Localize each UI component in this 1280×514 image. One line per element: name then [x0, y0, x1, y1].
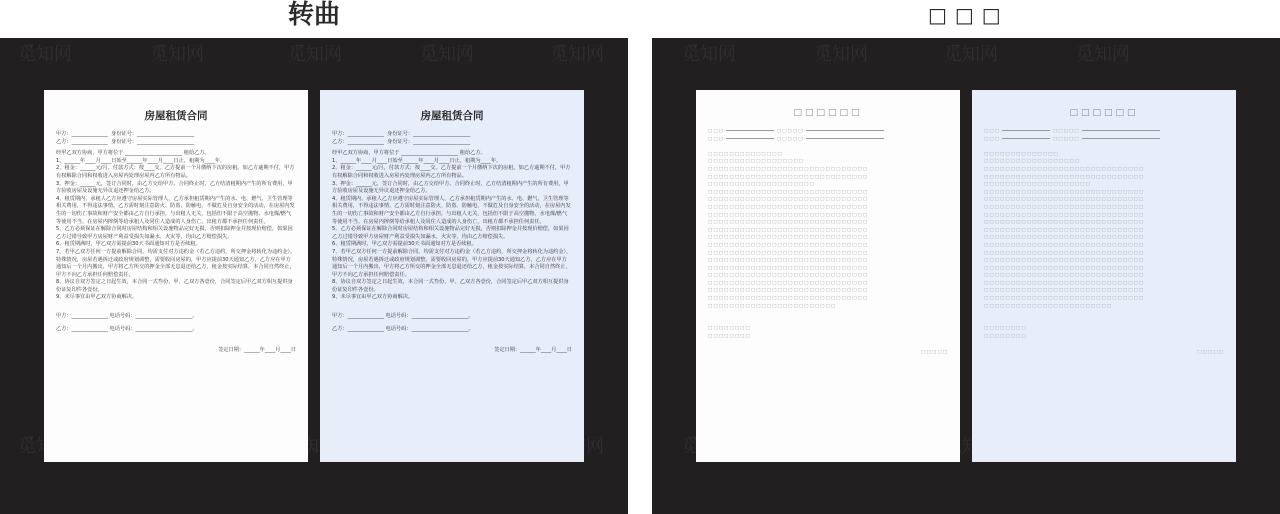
outlined-row: □□□□□□□□□□□□□□□□□□□□□□□□□□□□□□ — [984, 212, 1145, 218]
outlined-row: □□□□□□□□□□□□□□□□□□□□□□□□□□□□□□ — [984, 197, 1145, 203]
outlined-row: □□□□□□□□□□□□□□□□□□□□□□□□□□□□□□ — [984, 265, 1145, 271]
party-a-line: 甲方：______________ 身份证号：______________________ — [332, 131, 471, 137]
outlined-row: □□□□□□□□□□□□□□□□□□□□□□□□□□□□□□ — [708, 204, 869, 210]
outlined-row: □□□□□□□□□□□□□□□□□□□□□□□□□□□□□□ — [708, 265, 869, 271]
clause: 9、未尽事宜由甲乙双方协商解决。 — [56, 294, 138, 301]
sign-b-line: 乙方：______________ 电话号码：______________________。 — [332, 326, 474, 333]
outlined-page-white — [696, 90, 960, 462]
outlined-row — [984, 143, 1224, 151]
clause: 3、押金：______元，签订合同时，由乙方交给甲方。合同终止时，乙方结清租期内产生的所有费用，甲方验收房屋及设施无异议退还押金给乙方。 — [56, 180, 293, 195]
clause: 7、若甲乙双方任何一方提前解除合同，均需支付对方违约金（若乙方违约，所交押金将转化为违约金），特殊情况，房屋若遇拆迁或政府规划调整，需要收回房屋的，甲方应提前30天通知乙方，乙方应在甲方通知后一个月内搬出，甲方将乙方所交的押金全部无息退还给乙方，租金按实际结算，本合同自然终止，甲方不向乙方承担任何赔偿责任。 — [56, 248, 296, 278]
outlined-row: □□□□□□□□□□□□□□□□□□□□□□□□ — [984, 303, 1113, 309]
intro-line: 经甲乙双方协商，甲方将位于 ______________________ 租给乙方。 — [332, 150, 486, 157]
outlined-date: □□□□□ — [1197, 349, 1224, 355]
outlined-row: □□□□□□□□□□□□□□ — [984, 151, 1059, 157]
outlined-row: □□□□□□□□□□□□□□ — [708, 151, 783, 157]
outlined-row: □□□□□□□□□□□□□□□□□□□□□□□□□□□□□□ — [708, 189, 869, 195]
watermark: 觅知网 — [550, 44, 604, 65]
outlined-row: □□□□□□□□□□□□□□□□□□□□□□□□□□□□□□ — [984, 296, 1145, 302]
sign-b-line: 乙方：______________ 电话号码：______________________。 — [56, 326, 198, 333]
clause: 7、若甲乙双方任何一方提前解除合同，均需支付对方违约金（若乙方违约，所交押金将转化为违约金），特殊情况，房屋若遇拆迁或政府规划调整，需要收回房屋的，甲方应提前30天通知乙方，乙方应在甲方通知后一个月内搬出，甲方将乙方所交的押金全部无息退还给乙方，租金按实际结算，本合同自然终止，甲方不向乙方承担任何赔偿责任。 — [332, 248, 572, 278]
outlined-page-blue — [972, 90, 1236, 462]
outlined-row: □□□□□□□□□□□□□□□□□□□□□□□□□□□□□□ — [708, 166, 869, 172]
outlined-row: □□□□□□□□□□□□□□□□□□□□□□□□□□□□□□ — [708, 174, 869, 180]
outlined-row: □□□□□□□□□□□□□□□□□□□□□□□□□□□□□□ — [708, 227, 869, 233]
outlined-row: □□□□□□□□□□□□□□□□□□□□□□□□□□□□□□ — [708, 242, 869, 248]
outlined-row: □□□□□□□□□□□□□□□□□□□□□□□□□□□□□□ — [984, 189, 1145, 195]
outlined-underline — [806, 138, 884, 139]
watermark: 觅知网 — [18, 44, 72, 65]
outlined-row: □□□□□□□□□□□□□□□□□□□□□□□□□□□□□□ — [984, 174, 1145, 180]
clause: 2、租金：______元/月，付款方式：按____交。乙方提前一个月缴纳下次的房租。如乙方逾期不付，甲方有权解除合同和权收进入房屋内处理房屋内乙方所有物品。 — [56, 165, 295, 179]
contract-title: 房屋租赁合同 — [144, 110, 208, 122]
outlined-rows — [984, 128, 1224, 356]
outlined-row: □□□□□□□□□□□□□□□□□□□□□□□□□□□□□□ — [708, 220, 869, 226]
outlined-row: □□□□□□□□□□□□□□□□□□□□ — [984, 182, 1091, 188]
outlined-row: □□□□□□□□ — [984, 326, 1027, 332]
clause: 5、乙方必须保证在解除合同时房屋结构和相关设施物品完好无损，否则扣除押金并按现价赔偿，如果因乙方过错导致甲方房屋财产利益受损失如漏水、火灾等，均由乙方赔偿损失。 — [332, 226, 569, 240]
contract-page-white — [44, 90, 308, 462]
clause: 4、租赁期内，承租人乙方应遵守房屋实际管理人，乙方承担租赁期内产生的水、电、燃气、卫生管理等相关费用，不得违法事情。乙方需时刻注意防火、防盗、防触电、不做危及自身安全的活动，在房屋内发生的一切伤亡事故和财产安全都由乙方自行承担，与出租人无关，包括但不限于高空抛物、水电煤/燃气等使用不当、在房屋内摔倒等给承租人及同住人造成的人身伤亡，出租方都不承担任何责任。 — [332, 195, 571, 225]
outlined-underline — [1002, 130, 1050, 131]
outlined-row: □□□□□□□□ — [984, 334, 1027, 340]
clause: 5、乙方必须保证在解除合同时房屋结构和相关设施物品完好无损，否则扣除押金并按现价赔偿，如果因乙方过错导致甲方房屋财产利益受损失如漏水、火灾等，均由乙方赔偿损失。 — [56, 226, 293, 240]
clause: 8、协议自双方签定之日起生效，本合同一式叁份，甲、乙双方各壹份，合同签定后甲乙双方相互提供身份证复印件各壹份。 — [56, 279, 293, 293]
outlined-row: □□□□□□□□□□□□□□□□□□□□□□□□□□□□□□ — [984, 258, 1145, 264]
outlined-underline — [726, 130, 774, 131]
party-b-line: 乙方：______________ 身份证号：______________________ — [332, 138, 471, 145]
outlined-row: □□□□□□□□ — [708, 334, 751, 340]
outlined-row: □□□□□□□□□□□□□□□□□□ — [708, 159, 805, 165]
clause: 9、未尽事宜由甲乙双方协商解决。 — [332, 294, 414, 301]
watermark: 觅知网 — [1076, 44, 1130, 65]
placeholder-label: □□□ — [928, 3, 1009, 27]
sign-a-line: 甲方：______________ 电话号码：______________________。 — [56, 313, 198, 320]
party-a-line: 甲方：______________ 身份证号：______________________ — [56, 131, 195, 137]
outlined-row: □□□□□□□□□□□□□□□□□□□□□□□□□□□□□□ — [708, 212, 869, 218]
party-b-line: 乙方：______________ 身份证号：______________________ — [56, 138, 195, 145]
outlined-row — [708, 310, 948, 318]
watermark: 觅知网 — [420, 44, 474, 65]
watermark: 觅知网 — [288, 44, 342, 65]
outlined-row: □□□ □□□□□ — [984, 128, 1224, 136]
clause: 3、押金：______元，签订合同时，由乙方交给甲方。合同终止时，乙方结清租期内产生的所有费用，甲方验收房屋及设施无异议退还押金给乙方。 — [332, 180, 569, 195]
outlined-row — [984, 310, 1224, 318]
outlined-title: □□□□□□ — [793, 108, 863, 118]
outlined-row: □□□ □□□□□ — [708, 136, 948, 144]
clause: 2、租金：______元/月，付款方式：按____交。乙方提前一个月缴纳下次的房租。如乙方逾期不付，甲方有权解除合同和权收进入房屋内处理房屋内乙方所有物品。 — [332, 165, 571, 179]
outlined-row: □□□□□□□□□□□□□□□□□□□□□□□□□□□□□□ — [708, 296, 869, 302]
outlined-title: □□□□□□ — [1069, 108, 1139, 118]
outlined-row: □□□□□□□□□□□□□□□□□□ — [984, 159, 1081, 165]
sign-a-line: 甲方：______________ 电话号码：______________________。 — [332, 313, 474, 320]
converted-label: 转曲 — [288, 0, 341, 30]
outlined-row: □□□□□□□□□□□□□□□□□□□□□□□□□□□□□□ — [984, 280, 1145, 286]
outlined-row: □□□□□□□□□□□□□□□□□□□□□□□□ — [708, 303, 837, 309]
intro-line: 经甲乙双方协商，甲方将位于 ______________________ 租给乙方。 — [56, 150, 210, 157]
outlined-row: □□□□□□□□□□□□□□□□□□□□□□□□□□□□□□ — [708, 280, 869, 286]
outlined-row: □□□ □□□□□ — [984, 136, 1224, 144]
outlined-row: □□□□□□□□□□□□□□□□□□□□□□□□□□□□□□ — [984, 288, 1145, 294]
watermark: 觅知网 — [944, 436, 998, 457]
outlined-underline — [726, 138, 774, 139]
outlined-row: □□□□□□□□□□□□□□□□□□□□□□□□□□□□□□ — [984, 250, 1145, 256]
sign-date: 签定日期：______年____月____日 — [218, 347, 296, 354]
watermark: 觅知网 — [288, 436, 342, 457]
sign-date: 签定日期：______年____月____日 — [494, 347, 572, 354]
contract-title: 房屋租赁合同 — [420, 110, 484, 122]
outlined-row: □□□□□□□□□□□□□□□□□□□□□□□□□□□□□□ — [708, 273, 869, 279]
outlined-row: □□□□□□□□□□□□□□□□□□□□□□□□□□□□□□ — [708, 288, 869, 294]
outlined-row: □□□□□□□□□□□□□□□□□□□□□□□□□□□□□□ — [984, 166, 1145, 172]
clause: 4、租赁期内，承租人乙方应遵守房屋实际管理人，乙方承担租赁期内产生的水、电、燃气、卫生管理等相关费用，不得违法事情。乙方需时刻注意防火、防盗、防触电、不做危及自身安全的活动，在房屋内发生的一切伤亡事故和财产安全都由乙方自行承担，与出租人无关，包括但不限于高空抛物、水电煤/燃气等使用不当、在房屋内摔倒等给承租人及同住人造成的人身伤亡，出租方都不承担任何责任。 — [56, 195, 295, 225]
outlined-row: □□□□□□□□□□□□□□□□□□□□□□□□□□□□□□ — [984, 235, 1145, 241]
outlined-row: □□□□□□□□□□□□□□□□□□□□□□□□□□□□□□ — [984, 204, 1145, 210]
outlined-row: □□□□□□□□□□□□□□□□□□□□□□□□□□□□□□ — [984, 227, 1145, 233]
outlined-row — [708, 143, 948, 151]
clause: 8、协议自双方签定之日起生效，本合同一式叁份，甲、乙双方各壹份，合同签定后甲乙双方相互提供身份证复印件各壹份。 — [332, 279, 569, 293]
outlined-row: □□□ □□□□□ — [708, 128, 948, 136]
clause: 6、租赁期满时，甲乙双方需提前30天书面通知对方是否续租。 — [56, 241, 201, 248]
panel-outlined — [652, 38, 1280, 514]
clause: 6、租赁期满时，甲乙双方需提前30天书面通知对方是否续租。 — [332, 241, 477, 248]
outlined-row — [984, 318, 1224, 326]
outlined-row: □□□□□□□□□□□□□□□□□□□□□□□□□□□□□□ — [708, 197, 869, 203]
outlined-row: □□□□□□□□□□□□□□□□□□□□ — [708, 182, 815, 188]
outlined-underline — [1082, 138, 1160, 139]
contract-page-blue — [320, 90, 584, 462]
outlined-row: □□□□□□□□□□□□□□□□□□□□□□□□□□□□□□ — [708, 235, 869, 241]
outlined-underline — [1082, 130, 1160, 131]
outlined-row: □□□□□□□□□□□□□□□□□□□□□□□□□□□□□□ — [708, 250, 869, 256]
outlined-underline — [1002, 138, 1050, 139]
outlined-rows — [708, 128, 948, 356]
clause: 1、______年____月____日始至______年____月____日止，租期为____年。 — [56, 157, 226, 164]
watermark: 觅知网 — [944, 44, 998, 65]
clause: 1、______年____月____日始至______年____月____日止，租期为____年。 — [332, 157, 502, 164]
outlined-row: □□□□□□□□ — [708, 326, 751, 332]
watermark: 觅知网 — [814, 44, 868, 65]
outlined-row — [708, 318, 948, 326]
outlined-underline — [806, 130, 884, 131]
outlined-date: □□□□□ — [921, 349, 948, 355]
outlined-row: □□□□□□□□□□□□□□□□□□□□□□□□□□□□□□ — [984, 273, 1145, 279]
watermark: 觅知网 — [682, 44, 736, 65]
watermark: 觅知网 — [150, 44, 204, 65]
panel-converted — [0, 38, 628, 514]
outlined-row: □□□□□□□□□□□□□□□□□□□□□□□□□□□□□□ — [984, 220, 1145, 226]
outlined-row: □□□□□□□□□□□□□□□□□□□□□□□□□□□□□□ — [708, 258, 869, 264]
outlined-row: □□□□□□□□□□□□□□□□□□□□□□□□□□□□□□ — [984, 242, 1145, 248]
